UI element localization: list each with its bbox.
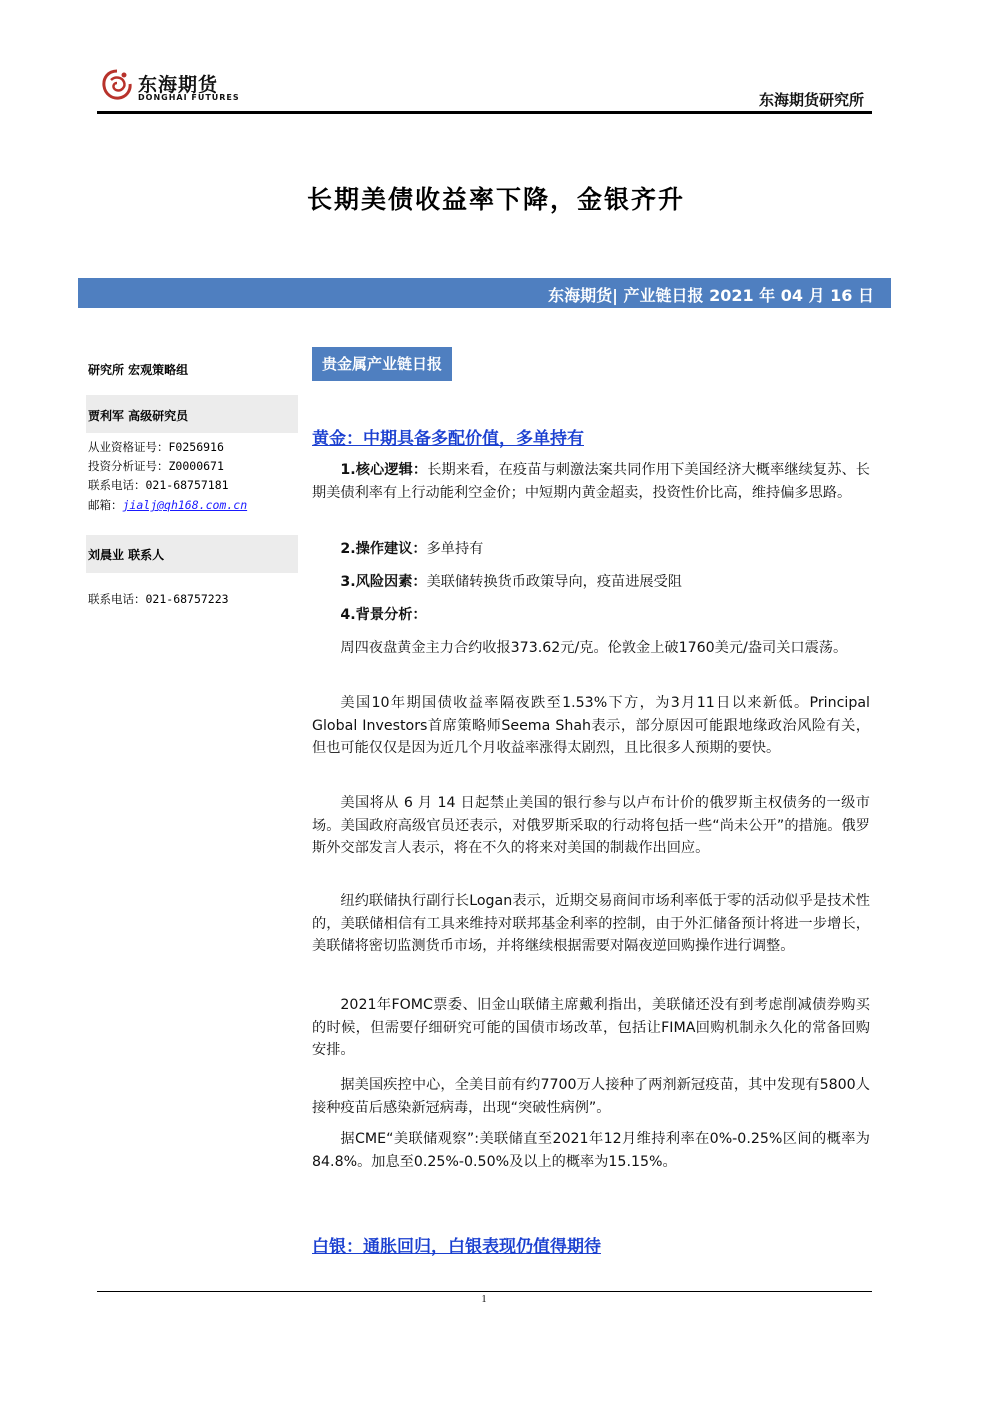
sidebar-analyst1-name: 贾利军 高级研究员 (88, 409, 189, 423)
risk-label: 3.风险因素： (340, 574, 427, 590)
sidebar-analyst2-name: 刘晨业 联系人 (88, 548, 165, 562)
gold-background-label (312, 604, 870, 627)
report-banner-text: 东海期货| 产业链日报 2021 年 04 月 16 日 (548, 286, 874, 305)
gold-bg-paragraph-4: 纽约联储执行副行长Logan表示，近期交易商间市场利率低于零的活动似乎是技术性的，美联储相信有工具来维持对联邦基金利率的控制，由于外汇储备预计将进一步增长，美联储将密切监测货币市场，并将继续根据需要对隔夜逆回购操作进行调整。 (312, 893, 870, 955)
gold-core-logic (312, 459, 870, 504)
gold-bg-paragraph-7: 据CME“美联储观察”:美联储直至2021年12月维持利率在0%-0.25%区间的概率为84.8%。加息至0.25%-0.50%及以上的概率为15.15%。 (312, 1131, 870, 1170)
gold-risk (312, 571, 870, 594)
section-tag: 贵金属产业链日报 (312, 347, 452, 381)
logo-text-en: DONGHAI FUTURES (138, 93, 240, 102)
gold-advice (312, 538, 870, 561)
gold-bg-paragraph-2: 美国10年期国债收益率隔夜跌至1.53%下方，为3月11日以来新低。Principal Global Investors首席策略师Seema Shah表示，部分原因可能跟地缘政治风险有关，但也可能仅仅是因为近几个月收益率涨得太剧烈，且比很多人预期的要快。 (312, 695, 870, 757)
page-number: 1 (481, 1294, 487, 1305)
gold-bg-paragraph-1: 周四夜盘黄金主力合约收报373.62元/克。伦敦金上破1760美元/盎司关口震荡。 (340, 640, 848, 656)
background-label: 4.背景分析： (340, 607, 427, 623)
gold-bg-paragraph-3: 美国将从 6 月 14 日起禁止美国的银行参与以卢布计价的俄罗斯主权债务的一级市场。美国政府高级官员还表示，对俄罗斯采取的行动将包括一些“尚未公开”的措施。俄罗斯外交部发言人表示，将在不久的将来对美国的制裁作出回应。 (312, 795, 870, 857)
gold-heading[interactable]: 黄金：中期具备多配价值，多单持有 (312, 429, 584, 449)
sidebar-analyst1-cert: 从业资格证号：F0256916 (88, 440, 224, 454)
core-logic-text: 长期来看，在疫苗与刺激法案共同作用下美国经济大概率继续复苏、长期美债利率有上行动能利空金价；中短期内黄金超卖，投资性价比高，维持偏多思路。 (312, 462, 870, 501)
header-rule (97, 111, 872, 114)
core-logic-label: 1.核心逻辑： (340, 462, 428, 478)
donghai-logo-icon (100, 68, 134, 102)
sidebar-email-label: 邮箱： (88, 498, 123, 512)
header-org-name: 东海期货研究所 (758, 91, 864, 109)
footer-rule (97, 1291, 872, 1292)
document-title: 长期美债收益率下降，金银齐升 (306, 185, 685, 214)
sidebar-analyst1-email-line (88, 497, 247, 513)
sidebar-analyst2-phone: 联系电话：021-68757223 (88, 592, 229, 606)
gold-bg-paragraph-6: 据美国疾控中心，全美目前有约7700万人接种了两剂新冠疫苗，其中发现有5800人接种疫苗后感染新冠病毒，出现“突破性病例”。 (312, 1077, 870, 1116)
sidebar-analyst1-invest: 投资分析证号：Z0000671 (88, 459, 224, 473)
silver-heading[interactable]: 白银：通胀回归，白银表现仍值得期待 (312, 1237, 601, 1257)
risk-text: 美联储转换货币政策导向，疫苗进展受阻 (426, 574, 682, 590)
sidebar-analyst1-phone: 联系电话：021-68757181 (88, 478, 229, 492)
advice-text: 多单持有 (426, 541, 484, 557)
sidebar-email-link[interactable]: jialj@qh168.com.cn (122, 498, 248, 512)
sidebar-dept: 研究所 宏观策略组 (88, 363, 189, 377)
advice-label: 2.操作建议： (340, 541, 427, 557)
logo-text-cn: 东海期货 (138, 74, 219, 96)
gold-bg-paragraph-5: 2021年FOMC票委、旧金山联储主席戴利指出，美联储还没有到考虑削减债券购买的时候，但需要仔细研究可能的国债市场改革，包括让FIMA回购机制永久化的常备回购安排。 (312, 997, 870, 1059)
